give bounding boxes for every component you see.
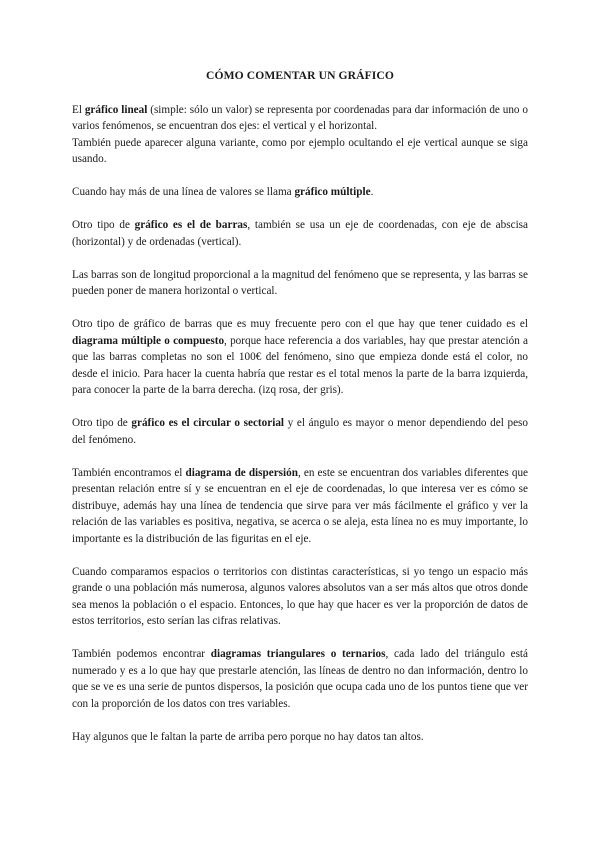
text-span: , porque hace referencia a dos variables, hay que prestar atención a que las barras completas no son el 100€ del fenómeno, sino que empieza donde está el color, no desde el inicio. Para hacer la cuenta habría que restar es el total menos la parte de la barra izquierda, para conocer la parte de la barra derecha. (izq rosa, der gris).	[72, 334, 528, 396]
text-span: y el ángulo es mayor o menor dependiendo del peso del fenómeno.	[72, 417, 528, 446]
text-span: También encontramos el	[72, 466, 186, 479]
paragraph-diagrama-multiple	[72, 316, 528, 399]
bold-term: gráfico lineal	[84, 103, 148, 116]
paragraph-circular	[72, 415, 528, 448]
bold-term: diagrama de dispersión	[185, 466, 298, 479]
text-span: El	[72, 103, 85, 116]
paragraph-grafico-lineal	[72, 102, 528, 135]
bold-term: diagrama múltiple o compuesto	[72, 334, 225, 347]
paragraph-final: Hay algunos que le faltan la parte de arriba pero porque no hay datos tan altos.	[72, 730, 424, 743]
paragraph-cifras-relativas: Cuando comparamos espacios o territorios con distintas características, si yo tengo un espacio más grande o una población más numerosa, algunos valores absolutos van a ser más altos que otros donde sea menos la población o el espacio. Entonces, lo que hay que hacer es ver la proporción de datos de estos territorios, esto serían las cifras relativas.	[72, 565, 528, 627]
bold-term: gráfico es el circular o sectorial	[131, 417, 285, 429]
text-span: Otro tipo de	[72, 417, 132, 429]
text-span: , también se usa un eje de coordenadas, con eje de abscisa (horizontal) y de ordenadas (vertical).	[72, 219, 528, 248]
bold-term: gráfico es el de barras	[134, 219, 248, 231]
text-span: Cuando hay más de una línea de valores se llama	[72, 186, 295, 198]
page-title: CÓMO COMENTAR UN GRÁFICO	[206, 69, 394, 82]
paragraph-longitud-barras: Las barras son de longitud proporcional a la magnitud del fenómeno que se representa, y las barras se pueden poner de manera horizontal o vertical.	[72, 268, 528, 297]
text-span: Otro tipo de	[72, 219, 135, 231]
bold-term: gráfico múltiple	[294, 186, 371, 198]
text-span: (simple: sólo un valor) se representa por coordenadas para dar información de uno o varios fenómenos, se encuentran dos ejes: el vertical y el horizontal.	[72, 103, 528, 132]
text-span: , cada lado del triángulo está numerado y es a lo que hay que prestarle atención, las líneas de dentro no dan información, dentro lo que se ve es una serie de puntos dispersos, la posición que ocupa cada uno de los puntos tiene que ver con la proporción de los datos con tres variables.	[72, 648, 529, 710]
text-span: Otro tipo de gráfico de barras que es muy frecuente pero con el que hay que tener cuidado es el	[72, 318, 528, 330]
bold-term: diagramas triangulares o ternarios	[210, 648, 386, 660]
text-span: , en este se encuentran dos variables diferentes que presentan relación entre sí y se encuentran en el eje de coordenadas, lo que interesa ver es cómo se distribuye, además hay una línea de tendencia que sirve para ver más fácilmente el gráfico y ver la relación de las variables es positiva, negativa, se acerca o se aleja, esta línea no es muy importante, lo importante es la distribución de las figuritas en el eje.	[72, 466, 528, 545]
paragraph-variante: También puede aparecer alguna variante, como por ejemplo ocultando el eje vertical aunque se siga usando.	[72, 136, 528, 165]
paragraph-grafico-multiple	[72, 184, 528, 201]
text-span: .	[370, 186, 374, 198]
paragraph-barras	[72, 217, 528, 250]
paragraph-triangulares	[72, 646, 528, 712]
paragraph-dispersion	[72, 465, 528, 548]
text-span: También podemos encontrar	[72, 648, 211, 660]
